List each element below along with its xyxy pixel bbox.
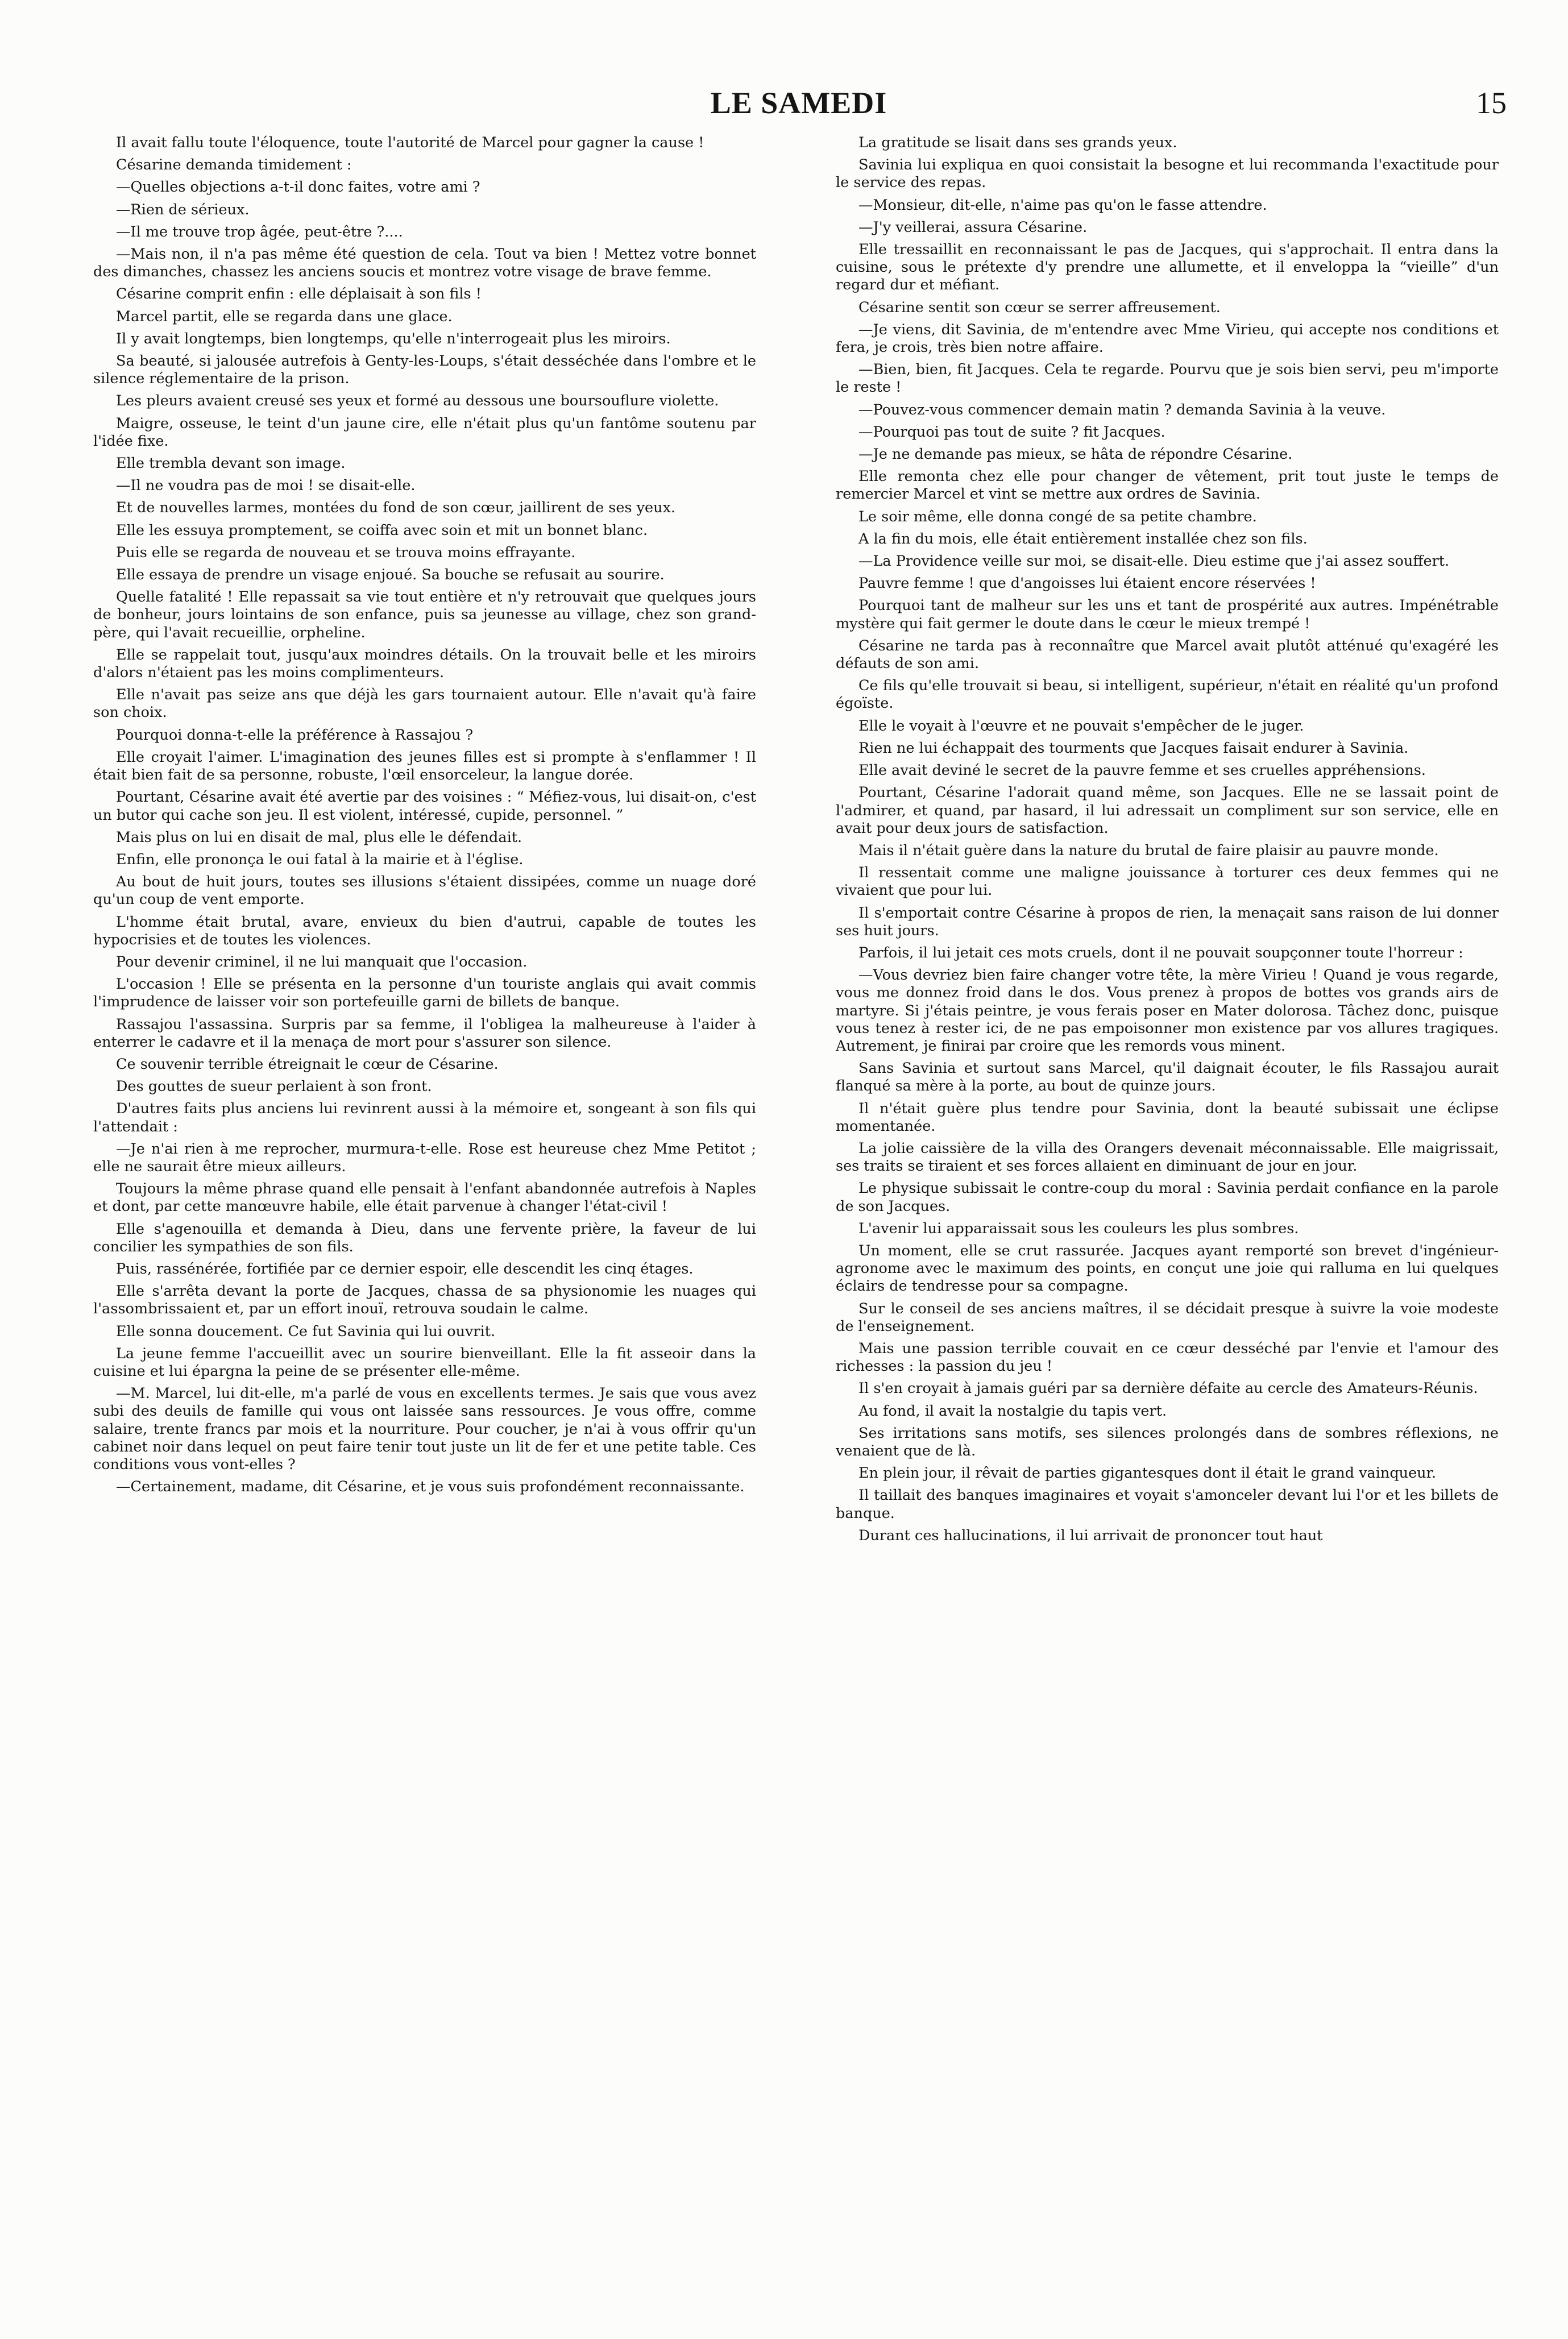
paragraph: Césarine comprit enfin : elle déplaisait à son fils ! <box>116 285 482 303</box>
paragraph: Mais plus on lui en disait de mal, plus elle le défendait. <box>116 828 522 846</box>
paragraph: Césarine sentit son cœur se serrer affreusement. <box>858 298 1221 316</box>
paragraph: Elle tressaillit en reconnaissant le pas de Jacques, qui s'approchait. Il entra dans la cuisine, sous le prétexte d'y prendre une allumette, et il enveloppa la “vieille” d'un regard dur et méfiant. <box>836 241 1499 294</box>
paragraph: Elle se rappelait tout, jusqu'aux moindres détails. On la trouvait belle et les miroirs d'alors n'étaient pas les moins complimenteurs. <box>93 646 756 682</box>
paragraph: D'autres faits plus anciens lui revinrent aussi à la mémoire et, songeant à son fils qui l'attendait : <box>93 1100 756 1135</box>
paragraph: —Vous devriez bien faire changer votre tête, la mère Virieu ! Quand je vous regarde, vous me donnez froid dans le dos. Vous prenez à propos de bottes vos grands airs de martyre. Si j'étais peintre, je vous ferais poser en Mater dolorosa. Tâchez donc, puisque vous tenez à rester ici, de ne pas empoisonner mon existence par vos allures tragiques. Autrement, je finirai par croire que les remords vous minent. <box>836 967 1499 1055</box>
paragraph: Mais il n'était guère dans la nature du brutal de faire plaisir au pauvre monde. <box>858 841 1439 859</box>
paragraph: —Bien, bien, fit Jacques. Cela te regarde. Pourvu que je sois bien servi, peu m'importe le reste ! <box>836 361 1499 396</box>
paragraph: Elle s'arrêta devant la porte de Jacques, chassa de sa physionomie les nuages qui l'assombrissaient et, par un effort inouï, retrouva soudain le calme. <box>93 1283 756 1318</box>
paragraph: Sans Savinia et surtout sans Marcel, qu'il daignait écouter, le fils Rassajou aurait flanqué sa mère à la porte, au bout de quinze jours. <box>836 1060 1499 1095</box>
left-column <box>93 134 756 1496</box>
paragraph: En plein jour, il rêvait de parties gigantesques dont il était le grand vainqueur. <box>858 1465 1437 1482</box>
paragraph: Puis, rassénérée, fortifiée par ce dernier espoir, elle descendit les cinq étages. <box>116 1260 694 1278</box>
paragraph: Elle les essuya promptement, se coiffa avec soin et mit un bonnet blanc. <box>116 521 648 539</box>
publication-title: LE SAMEDI <box>710 86 887 120</box>
paragraph: Elle essaya de prendre un visage enjoué. Sa bouche se refusait au sourire. <box>116 566 665 584</box>
paragraph: —Je viens, dit Savinia, de m'entendre avec Mme Virieu, qui accepte nos conditions et fera, je crois, très bien notre affaire. <box>836 321 1499 356</box>
paragraph: Parfois, il lui jetait ces mots cruels, dont il ne pouvait soupçonner toute l'horreur : <box>858 944 1463 961</box>
paragraph: —Mais non, il n'a pas même été question de cela. Tout va bien ! Mettez votre bonnet des dimanches, chassez les anciens soucis et montrez votre visage de brave femme. <box>93 246 756 281</box>
paragraph: Durant ces hallucinations, il lui arrivait de prononcer tout haut <box>858 1527 1323 1544</box>
paragraph: Il s'en croyait à jamais guéri par sa dernière défaite au cercle des Amateurs-Réunis. <box>858 1380 1478 1397</box>
paragraph: Les pleurs avaient creusé ses yeux et formé au dessous une boursouflure violette. <box>116 392 719 410</box>
paragraph: —La Providence veille sur moi, se disait-elle. Dieu estime que j'ai assez souffert. <box>858 553 1450 570</box>
paragraph: Sa beauté, si jalousée autrefois à Genty-les-Loups, s'était desséchée dans l'ombre et le silence réglementaire de la prison. <box>93 352 756 388</box>
paragraph: Elle croyait l'aimer. L'imagination des jeunes filles est si prompte à s'enflammer ! Il était bien fait de sa personne, robuste, l'œil ensorceleur, la langue dorée. <box>93 748 756 784</box>
paragraph: Le physique subissait le contre-coup du moral : Savinia perdait confiance en la parole de son Jacques. <box>836 1180 1499 1215</box>
paragraph: Ce fils qu'elle trouvait si beau, si intelligent, supérieur, n'était en réalité qu'un profond égoïste. <box>836 677 1499 712</box>
paragraph: Quelle fatalité ! Elle repassait sa vie tout entière et n'y retrouvait que quelques jours de bonheur, jours lointains de son enfance, puis sa jeunesse au village, chez son grand-père, qui l'avait recueillie, orpheline. <box>93 588 756 641</box>
paragraph: —Monsieur, dit-elle, n'aime pas qu'on le fasse attendre. <box>858 196 1267 214</box>
paragraph: Il n'était guère plus tendre pour Savinia, dont la beauté subissait une éclipse momentanée. <box>836 1100 1499 1135</box>
paragraph: Elle s'agenouilla et demanda à Dieu, dans une fervente prière, la faveur de lui concilier les sympathies de son fils. <box>93 1220 756 1255</box>
paragraph: Pourquoi donna-t-elle la préférence à Rassajou ? <box>116 726 474 744</box>
paragraph: Elle le voyait à l'œuvre et ne pouvait s'empêcher de le juger. <box>858 717 1304 735</box>
paragraph: —Quelles objections a-t-il donc faites, votre ami ? <box>116 179 480 196</box>
paragraph: Mais une passion terrible couvait en ce cœur desséché par l'envie et l'amour des richesses : la passion du jeu ! <box>836 1339 1499 1375</box>
paragraph: Il ressentait comme une maligne jouissance à torturer ces deux femmes qui ne vivaient que pour lui. <box>836 864 1499 899</box>
paragraph: Marcel partit, elle se regarda dans une glace. <box>116 308 453 325</box>
paragraph: Le soir même, elle donna congé de sa petite chambre. <box>858 508 1257 525</box>
paragraph: Puis elle se regarda de nouveau et se trouva moins effrayante. <box>116 544 576 561</box>
paragraph: Elle n'avait pas seize ans que déjà les gars tournaient autour. Elle n'avait qu'à faire son choix. <box>93 686 756 721</box>
paragraph: —Pouvez-vous commencer demain matin ? demanda Savinia à la veuve. <box>858 401 1386 418</box>
paragraph: Pourquoi tant de malheur sur les uns et tant de prospérité aux autres. Impénétrable mystère qui fait germer le doute dans le cœur le mieux trempé ! <box>836 597 1499 632</box>
paragraph: —J'y veillerai, assura Césarine. <box>858 218 1088 236</box>
paragraph: L'avenir lui apparaissait sous les couleurs les plus sombres. <box>858 1220 1299 1237</box>
right-column <box>836 134 1499 1545</box>
paragraph: La jolie caissière de la villa des Orangers devenait méconnaissable. Elle maigrissait, ses traits se tiraient et ses forces allaient en diminuant de jour en jour. <box>836 1139 1499 1175</box>
paragraph: Un moment, elle se crut rassurée. Jacques ayant remporté son brevet d'ingénieur-agronome avec le maximum des points, en conçut une joie qui ralluma en lui quelques éclairs de tendresse pour sa compagne. <box>836 1242 1499 1295</box>
paragraph: Et de nouvelles larmes, montées du fond de son cœur, jaillirent de ses yeux. <box>116 499 676 517</box>
paragraph: Enfin, elle prononça le oui fatal à la mairie et à l'église. <box>116 851 524 868</box>
paragraph: Pourtant, Césarine avait été avertie par des voisines : “ Méfiez-vous, lui disait-on, c'est un butor qui cache son jeu. Il est violent, intéressé, cupide, personnel. ” <box>93 789 756 824</box>
paragraph: Pourtant, Césarine l'adorait quand même, son Jacques. Elle ne se lassait point de l'admirer, et quand, par hasard, il lui adressait un compliment sur son service, elle en avait pour deux jours de satisfaction. <box>836 784 1499 837</box>
page-header <box>0 85 1568 125</box>
paragraph: Rassajou l'assassina. Surpris par sa femme, il l'obligea la malheureuse à l'aider à enterrer le cadavre et il la menaça de mort pour s'assurer son silence. <box>93 1015 756 1051</box>
paragraph: Ses irritations sans motifs, ses silences prolongés dans de sombres réflexions, ne venaient que de là. <box>836 1424 1499 1459</box>
paragraph: La gratitude se lisait dans ses grands yeux. <box>858 134 1177 151</box>
paragraph: A la fin du mois, elle était entièrement installée chez son fils. <box>858 530 1308 548</box>
paragraph: Il y avait longtemps, bien longtemps, qu'elle n'interrogeait plus les miroirs. <box>116 330 671 347</box>
paragraph: —Il me trouve trop âgée, peut-être ?.... <box>116 223 403 240</box>
paragraph: Des gouttes de sueur perlaient à son front. <box>116 1078 432 1096</box>
paragraph: Elle remonta chez elle pour changer de vêtement, prit tout juste le temps de remercier Marcel et vint se mettre aux ordres de Savinia. <box>836 468 1499 503</box>
paragraph: —Rien de sérieux. <box>116 201 250 218</box>
paragraph: Césarine demanda timidement : <box>116 156 352 174</box>
paragraph: Elle sonna doucement. Ce fut Savinia qui lui ouvrit. <box>116 1322 496 1340</box>
paragraph: Savinia lui expliqua en quoi consistait la besogne et lui recommanda l'exactitude pour le service des repas. <box>836 156 1499 192</box>
paragraph: Il s'emportait contre Césarine à propos de rien, la menaçait sans raison de lui donner ses huit jours. <box>836 904 1499 939</box>
paragraph: Elle avait deviné le secret de la pauvre femme et ses cruelles appréhensions. <box>858 762 1426 779</box>
paragraph: Il avait fallu toute l'éloquence, toute l'autorité de Marcel pour gagner la cause ! <box>116 134 704 151</box>
paragraph: Toujours la même phrase quand elle pensait à l'enfant abandonnée autrefois à Naples et dont, par cette manœuvre habile, elle était parvenue à changer l'état-civil ! <box>93 1180 756 1216</box>
paragraph: Maigre, osseuse, le teint d'un jaune cire, elle n'était plus qu'un fantôme soutenu par l'idée fixe. <box>93 414 756 450</box>
paragraph: —Pourquoi pas tout de suite ? fit Jacques. <box>858 423 1165 441</box>
paragraph: Pauvre femme ! que d'angoisses lui étaient encore réservées ! <box>858 575 1316 592</box>
paragraph: —Il ne voudra pas de moi ! se disait-elle. <box>116 477 416 495</box>
paragraph: Il taillait des banques imaginaires et voyait s'amonceler devant lui l'or et les billets de banque. <box>836 1487 1499 1522</box>
paragraph: —Je n'ai rien à me reprocher, murmura-t-elle. Rose est heureuse chez Mme Petitot ; elle ne saurait être mieux ailleurs. <box>93 1140 756 1175</box>
paragraph: Sur le conseil de ses anciens maîtres, il se décidait presque à suivre la voie modeste de l'enseignement. <box>836 1300 1499 1335</box>
paragraph: La jeune femme l'accueillit avec un sourire bienveillant. Elle la fit asseoir dans la cuisine et lui épargna la peine de se présenter elle-même. <box>93 1345 756 1380</box>
paragraph: L'homme était brutal, avare, envieux du bien d'autrui, capable de toutes les hypocrisies et de toutes les violences. <box>93 913 756 948</box>
paragraph: Au fond, il avait la nostalgie du tapis vert. <box>858 1402 1167 1420</box>
paragraph: Ce souvenir terrible étreignait le cœur de Césarine. <box>116 1055 499 1073</box>
paragraph: Elle trembla devant son image. <box>116 455 346 472</box>
page-number: 15 <box>1476 86 1507 120</box>
paragraph: —Je ne demande pas mieux, se hâta de répondre Césarine. <box>858 446 1293 463</box>
paragraph: Au bout de huit jours, toutes ses illusions s'étaient dissipées, comme un nuage doré qu'un coup de vent emporte. <box>93 873 756 909</box>
paragraph: —Certainement, madame, dit Césarine, et je vous suis profondément reconnaissante. <box>116 1478 745 1496</box>
paragraph: L'occasion ! Elle se présenta en la personne d'un touriste anglais qui avait commis l'imprudence de laisser voir son portefeuille garni de billets de banque. <box>93 976 756 1011</box>
paragraph: Pour devenir criminel, il ne lui manquait que l'occasion. <box>116 953 528 971</box>
paragraph: Rien ne lui échappait des tourments que Jacques faisait endurer à Savinia. <box>858 739 1409 757</box>
paragraph: —M. Marcel, lui dit-elle, m'a parlé de vous en excellents termes. Je sais que vous avez subi des deuils de famille qui vous ont laissée sans ressources. Je vous offre, comme salaire, trente francs par mois et la nourriture. Pour coucher, je n'ai à vous offrir qu'un cabinet noir dans lequel on peut faire tenir tout juste un lit de fer et une petite table. Ces conditions vous vont-elles ? <box>93 1385 756 1473</box>
paragraph: Césarine ne tarda pas à reconnaître que Marcel avait plutôt atténué qu'exagéré les défauts de son ami. <box>836 637 1499 673</box>
